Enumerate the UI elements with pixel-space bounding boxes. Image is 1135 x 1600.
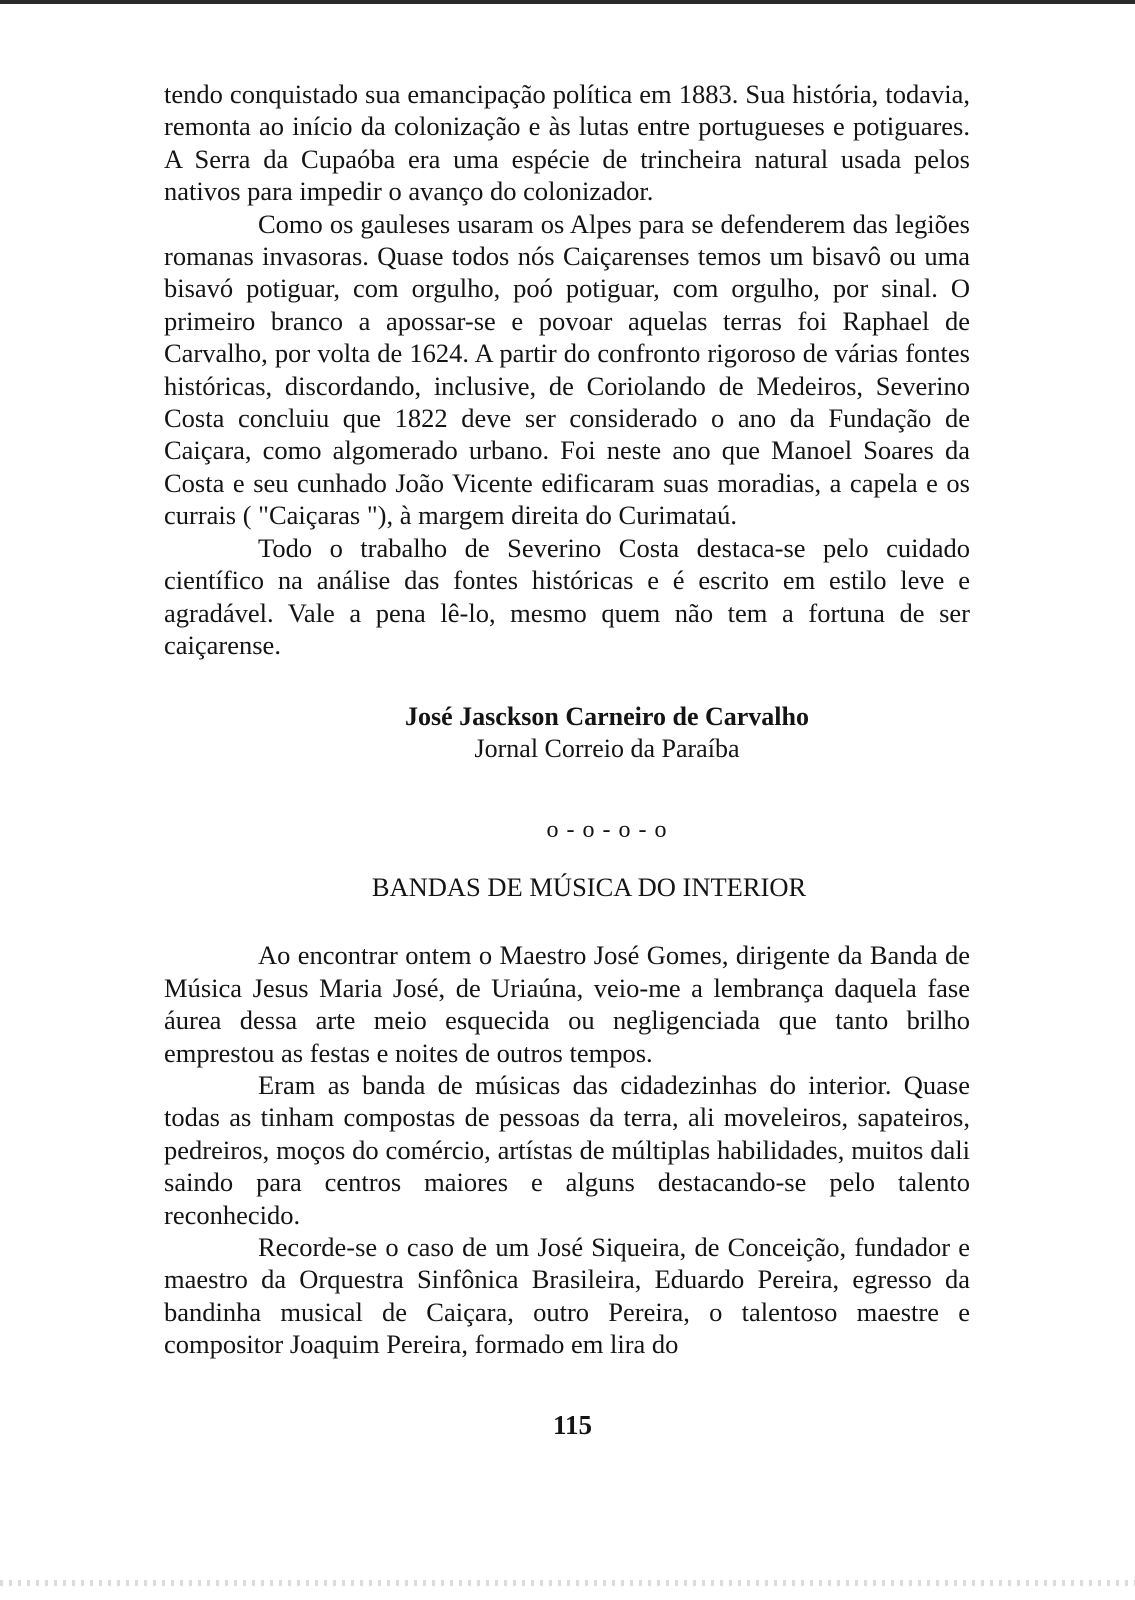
- paragraph: Como os gauleses usaram os Alpes para se defenderem das legiões romanas invasoras. Quase todos nós Caiçarenses temos um bisavô ou uma bisavó potiguar, com orgulho, poó potiguar, com orgulho, por sinal. O primeiro branco a apossar-se e povoar aquelas terras foi Raphael de Carvalho, por volta de 1624. A partir do confronto rigoroso de várias fontes históricas, discordando, inclusive, de Coriolando de Medeiros, Severino Costa concluiu que 1822 deve ser considerado o ano da Fundação de Caiçara, como algomerado urbano. Foi neste ano que Manoel Soares da Costa e seu cunhado João Vicente edificaram suas moradias, a capela e os currais ( "Caiçaras "), à margem direita do Curimataú.: [164, 208, 970, 531]
- paragraph: Ao encontrar ontem o Maestro José Gomes, dirigente da Banda de Música Jesus Maria José, de Uriaúna, veio-me a lembrança daquela fase áurea dessa arte meio esquecida ou negligenciada que tanto brilho emprestou as festas e noites de outros tempos.: [164, 940, 970, 1068]
- scan-artifact-line: [0, 1580, 1135, 1586]
- page-body: [164, 78, 970, 1361]
- top-border-line: [0, 0, 1135, 4]
- paragraph: Todo o trabalho de Severino Costa destaca-se pelo cuidado científico na análise das fontes históricas e é escrito em estilo leve e agradável. Vale a pena lê-lo, mesmo quem não tem a fortuna de ser caiçarense.: [164, 532, 970, 660]
- section-separator: o - o - o - o: [546, 817, 668, 844]
- section-title: BANDAS DE MÚSICA DO INTERIOR: [371, 872, 807, 903]
- paragraph: tendo conquistado sua emancipação política em 1883. Sua história, todavia, remonta ao início da colonização e às lutas entre portugueses e potiguares. A Serra da Cupaóba era uma espécie de trincheira natural usada pelos nativos para impedir o avanço do colonizador.: [164, 79, 970, 207]
- author-name: José Jasckson Carneiro de Carvalho: [405, 702, 809, 732]
- paragraph: Eram as banda de músicas das cidadezinhas do interior. Quase todas as tinham compostas de pessoas da terra, ali moveleiros, sapateiros, pedreiros, moços do comércio, artístas de múltiplas habilidades, muitos dali saindo para centros maiores e alguns destacando-se pelo talento reconhecido.: [164, 1069, 970, 1230]
- source-publication: Jornal Correio da Paraíba: [474, 734, 740, 764]
- page-number: 115: [552, 1410, 592, 1440]
- article-caicara-history: [164, 78, 970, 765]
- article-signature: [164, 701, 970, 765]
- article-bandas-de-musica: [164, 871, 970, 1360]
- paragraph: Recorde-se o caso de um José Siqueira, de Conceição, fundador e maestro da Orquestra Sinfônica Brasileira, Eduardo Pereira, egresso da bandinha musical de Caiçara, outro Pereira, o talentoso maestre e compositor Joaquim Pereira, formado em lira do: [164, 1231, 970, 1360]
